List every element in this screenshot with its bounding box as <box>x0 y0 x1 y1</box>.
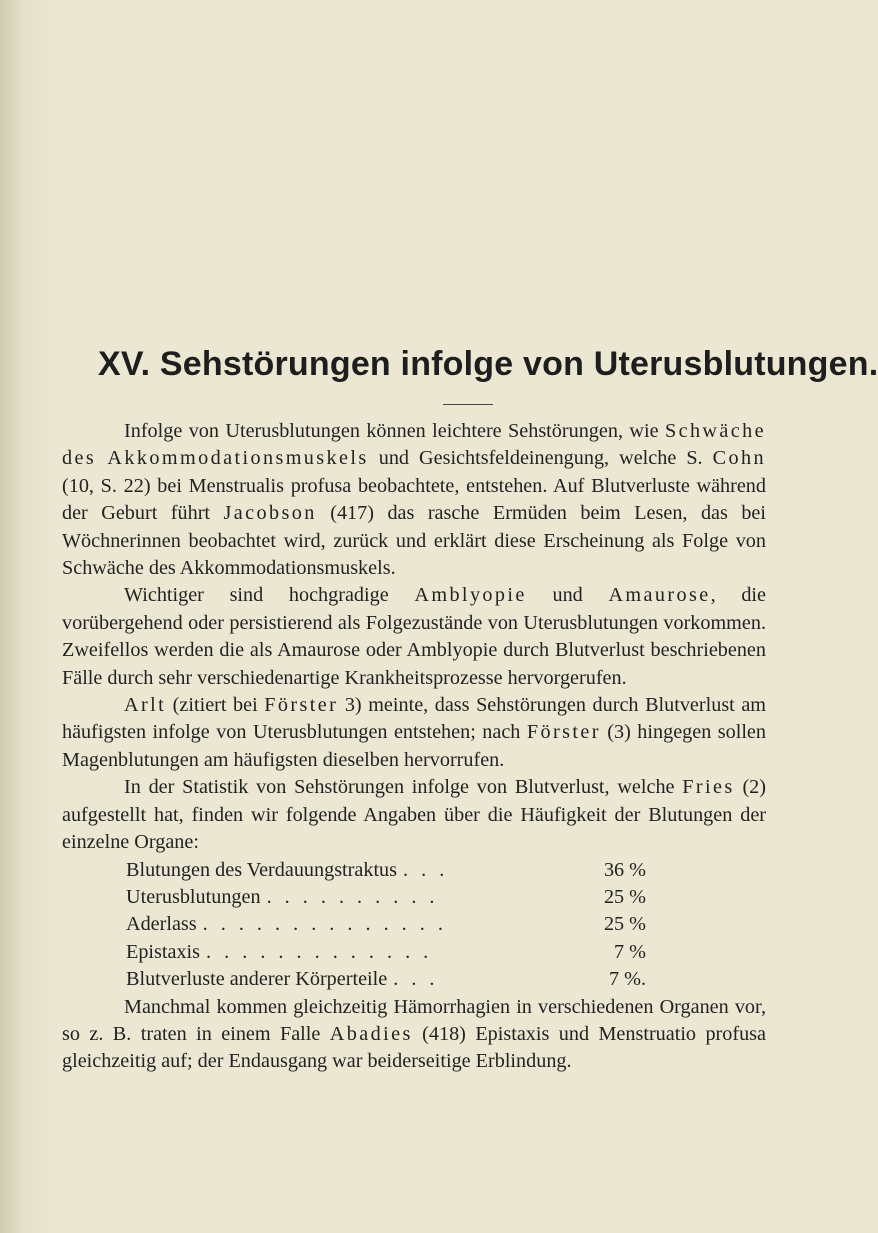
text-run: 3) meinte, dass Sehstörungen durch Blutverlust am häufigsten infolge von Uterusblutungen entstehen; nach <box>62 694 767 744</box>
chapter-heading: XV. Sehstörungen infolge von Uterusblutungen. <box>98 345 878 383</box>
text-run: (417) das rasche Ermüden beim Lesen, das bei Wöchnerinnen beobachtet wird, zurück und erklärt diese Erscheinung als Folge von Schwäche des Akkommodationsmuskels. <box>62 502 766 580</box>
text-run: In der Statistik von Sehstörungen infolge von Blutverlust, welche <box>124 776 683 799</box>
text-run: (zitiert bei <box>166 694 265 717</box>
row-leader: . . . <box>393 968 439 991</box>
row-leader: . . . . . . . . . . <box>266 885 439 908</box>
table-row <box>126 884 646 911</box>
text-run: (3) hingegen sollen Magenblutungen am häufigsten dieselben hervorrufen. <box>62 721 766 771</box>
row-leader: . . . . . . . . . . . . . <box>206 940 433 963</box>
row-label: Uterusblutungen <box>126 885 261 908</box>
author-name: Förster <box>264 694 339 717</box>
spaced-term: Amblyopie <box>414 584 527 607</box>
text-run: Manchmal kommen gleichzeitig Hämorrhagien in verschiedenen Organen vor, so z. B. traten in einem Falle <box>62 995 766 1045</box>
row-label: Blutungen des Verdauungstraktus <box>126 858 398 881</box>
text-run: (418) Epistaxis und Menstruatio profusa gleichzeitig auf; der Endausgang war beiderseitige Erblindung. <box>62 1022 766 1073</box>
heading-divider <box>443 404 493 405</box>
statistics-table <box>126 857 646 994</box>
paragraph-4 <box>62 774 766 856</box>
text-run: Wichtiger sind hochgradige <box>124 584 415 607</box>
paragraph-1 <box>62 418 766 582</box>
table-row <box>126 939 646 966</box>
row-label: Epistaxis <box>126 940 201 963</box>
spaced-term: Schwäche des Akkommodationsmuskels <box>62 420 766 470</box>
row-label: Blutverluste anderer Körperteile <box>126 968 388 991</box>
author-name: Fries <box>682 776 735 799</box>
row-value: 25 % <box>603 885 646 908</box>
paragraph-3 <box>62 692 766 774</box>
table-row <box>126 857 646 884</box>
row-value: 36 % <box>603 858 646 881</box>
text-run: und Gesichtsfeldeinengung, welche S. <box>368 447 713 470</box>
author-name: Jacobson <box>223 502 317 525</box>
chapter-body <box>62 418 766 1076</box>
row-leader: . . . . . . . . . . . . . . <box>202 913 447 936</box>
table-row <box>126 966 646 993</box>
row-label: Aderlass <box>126 913 197 936</box>
row-leader: . . . <box>403 858 449 881</box>
author-name: Förster <box>526 721 601 744</box>
table-row <box>126 911 646 938</box>
text-run: und <box>526 584 609 607</box>
author-name: Arlt <box>124 694 167 717</box>
row-value: 7 % <box>614 940 646 963</box>
author-name: Cohn <box>712 447 767 470</box>
author-name: Abadies <box>329 1022 413 1045</box>
row-value: 25 % <box>603 913 646 936</box>
spaced-term: Amaurose <box>608 584 711 607</box>
paragraph-2 <box>62 582 766 692</box>
text-run: Infolge von Uterusblutungen können leichtere Sehstörungen, wie <box>124 420 665 442</box>
text-run: (10, S. 22) bei Menstrualis profusa beobachtete, entstehen. Auf Blutverluste während der Geburt führt <box>62 474 766 525</box>
row-value: 7 %. <box>608 968 646 991</box>
text-run: , die vorübergehend oder persistierend als Folgezustände von Uterusblutungen vorkommen. Zweifellos werden die als Amaurose oder Amblyopie durch Blutverlust beschriebenen Fälle durch sehr verschiedenartige Krankheitsprozesse hervorgerufen. <box>62 584 766 689</box>
paragraph-5 <box>62 994 766 1076</box>
text-run: (2) aufgestellt hat, finden wir folgende Angaben über die Häufigkeit der Blutungen der einzelne Organe: <box>62 776 766 854</box>
